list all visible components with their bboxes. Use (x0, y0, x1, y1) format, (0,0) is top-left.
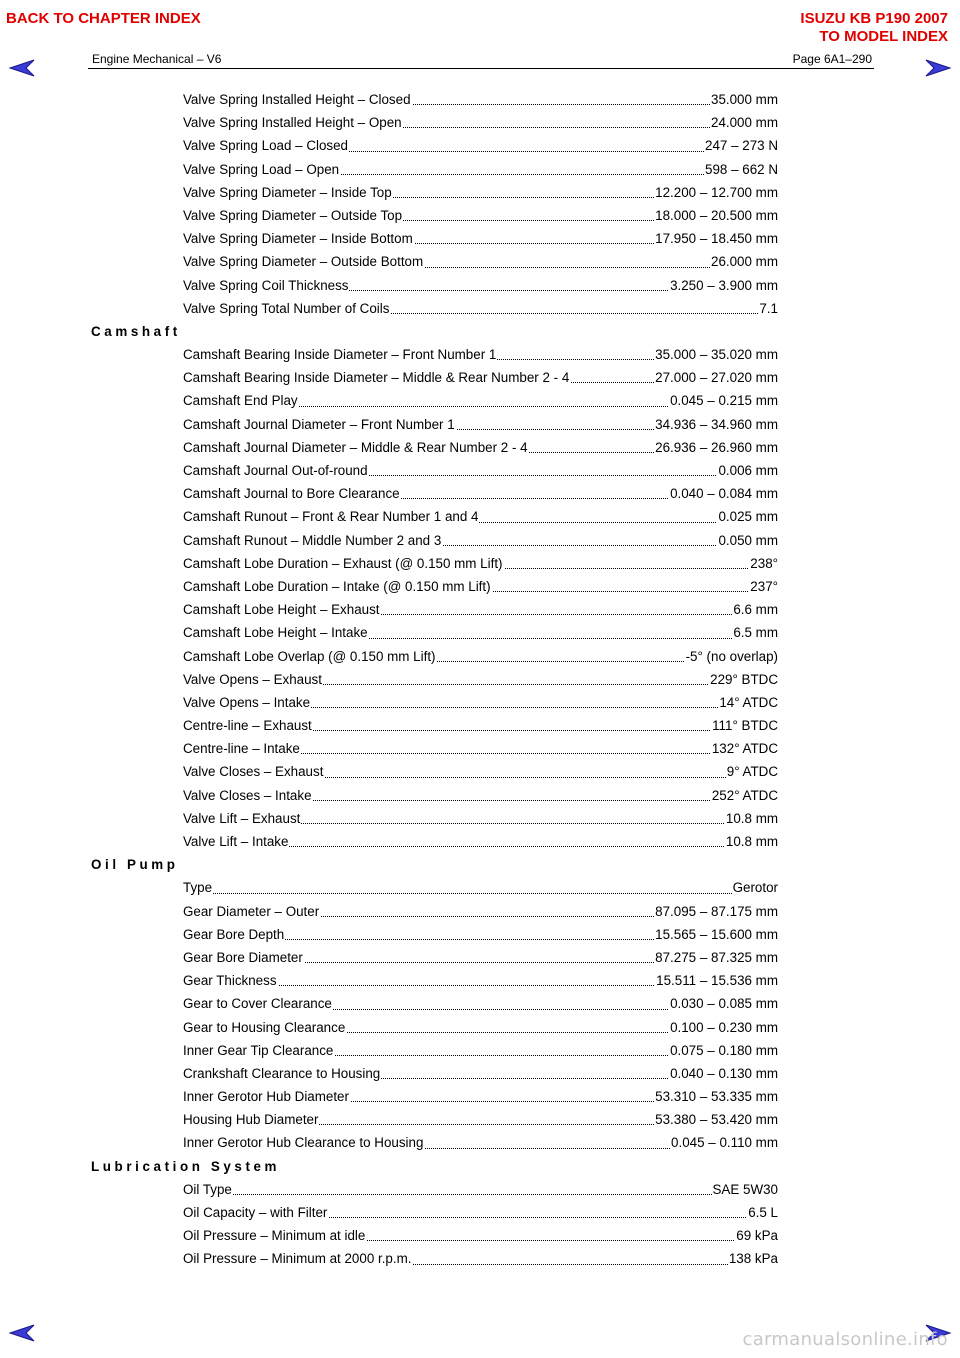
spec-value: 3.250 – 3.900 mm (669, 274, 778, 297)
spec-label: Camshaft Journal Out-of-round (183, 463, 368, 478)
spec-value: 35.000 mm (710, 88, 778, 111)
spec-value: 87.095 – 87.175 mm (654, 900, 778, 923)
spec-row (183, 830, 778, 853)
spec-label: Valve Spring Load – Open (183, 161, 340, 177)
spec-label: Gear to Housing Clearance (183, 1019, 346, 1035)
spec-label: Camshaft Lobe Duration – Exhaust (@ 0.150 mm Lift) (183, 555, 503, 571)
page-header-title: Engine Mechanical – V6 (92, 52, 222, 66)
spec-label: Inner Gerotor Hub Clearance to Housing (183, 1135, 424, 1151)
spec-label: Valve Spring Installed Height – Open (183, 115, 402, 131)
spec-label: Oil Capacity – with Filter (183, 1205, 328, 1220)
spec-label: Camshaft Journal to Bore Clearance (183, 486, 400, 502)
spec-value: 9° ATDC (726, 760, 778, 783)
spec-label: Valve Spring Diameter – Outside Bottom (183, 254, 424, 270)
spec-row (183, 1039, 778, 1062)
spec-label: Camshaft Journal Diameter – Middle & Rear Number 2 - 4 (183, 439, 528, 455)
spec-label: Valve Spring Total Number of Coils (183, 300, 390, 316)
spec-row (183, 158, 778, 181)
spec-label: Valve Spring Installed Height – Closed (183, 92, 411, 107)
spec-label: Camshaft Runout – Front & Rear Number 1 and 4 (183, 509, 479, 525)
spec-label: Centre-line – Intake (183, 741, 300, 757)
spec-label: Camshaft Runout – Middle Number 2 and 3 (183, 532, 442, 548)
dot-leader (183, 893, 778, 894)
spec-value: 0.040 – 0.084 mm (669, 482, 778, 505)
watermark: carmanualsonline.info (742, 1329, 948, 1350)
spec-value: 0.100 – 0.230 mm (669, 1016, 778, 1039)
to-model-index-link[interactable]: TO MODEL INDEX (819, 28, 948, 45)
spec-label: Type (183, 880, 213, 896)
spec-value: 15.511 – 15.536 mm (655, 969, 778, 992)
spec-row (183, 366, 778, 389)
spec-label: Oil Pressure – Minimum at idle (183, 1228, 366, 1244)
spec-label: Camshaft Lobe Height – Intake (183, 625, 368, 641)
spec-label: Valve Spring Diameter – Outside Top (183, 207, 403, 223)
section-heading-oil-pump: Oil Pump (91, 857, 179, 873)
spec-value: -5° (no overlap) (685, 645, 778, 668)
spec-label: Crankshaft Clearance to Housing (183, 1065, 381, 1081)
spec-value: 0.045 – 0.215 mm (669, 389, 778, 412)
prev-page-arrow-icon-bottom[interactable] (8, 1323, 38, 1343)
spec-label: Valve Closes – Intake (183, 787, 312, 803)
spec-label: Gear Bore Diameter (183, 949, 303, 965)
spec-label: Valve Lift – Exhaust (183, 810, 301, 826)
spec-label: Valve Spring Diameter – Inside Top (183, 184, 392, 200)
spec-value: 0.050 mm (717, 529, 778, 552)
spec-value: Gerotor (732, 876, 778, 899)
spec-row (183, 876, 778, 899)
spec-row (183, 1062, 778, 1085)
spec-value: 69 kPa (735, 1224, 778, 1247)
spec-value: 26.000 mm (710, 250, 778, 273)
spec-value: 35.000 – 35.020 mm (654, 343, 778, 366)
spec-label: Valve Closes – Exhaust (183, 764, 324, 780)
valve-spring-group (0, 88, 960, 320)
spec-row (183, 88, 778, 111)
spec-row (183, 1108, 778, 1131)
spec-label: Camshaft Lobe Duration – Intake (@ 0.150 mm Lift) (183, 578, 491, 594)
spec-value: 598 – 662 N (704, 158, 778, 181)
spec-label: Gear to Cover Clearance (183, 996, 332, 1012)
spec-value: 17.950 – 18.450 mm (654, 227, 778, 250)
spec-label: Valve Spring Coil Thickness (183, 277, 349, 293)
spec-row (183, 297, 778, 320)
back-to-chapter-index-link[interactable]: BACK TO CHAPTER INDEX (6, 10, 201, 27)
spec-label: Camshaft Lobe Overlap (@ 0.150 mm Lift) (183, 648, 436, 664)
spec-row (183, 250, 778, 273)
spec-value: 10.8 mm (725, 830, 778, 853)
spec-row (183, 946, 778, 969)
spec-label: Camshaft Bearing Inside Diameter – Front Number 1 (183, 347, 497, 363)
spec-row (183, 413, 778, 436)
spec-row (183, 784, 778, 807)
spec-value: 0.030 – 0.085 mm (669, 992, 778, 1015)
camshaft-group (0, 343, 960, 853)
spec-row (183, 436, 778, 459)
spec-value: 132° ATDC (711, 737, 778, 760)
section-heading-camshaft: Camshaft (91, 323, 181, 339)
spec-row (183, 900, 778, 923)
spec-value: 6.6 mm (732, 598, 778, 621)
spec-value: 53.310 – 53.335 mm (654, 1085, 778, 1108)
spec-value: 26.936 – 26.960 mm (654, 436, 778, 459)
spec-value: 138 kPa (728, 1247, 778, 1270)
spec-value: SAE 5W30 (712, 1178, 779, 1201)
spec-row (183, 1131, 778, 1154)
spec-row (183, 737, 778, 760)
spec-row (183, 714, 778, 737)
spec-value: 18.000 – 20.500 mm (654, 204, 778, 227)
spec-row (183, 1178, 778, 1201)
spec-value: 53.380 – 53.420 mm (654, 1108, 778, 1131)
spec-label: Valve Spring Load – Closed (183, 138, 349, 154)
spec-row (183, 598, 778, 621)
dot-leader (183, 1194, 778, 1195)
spec-label: Camshaft Bearing Inside Diameter – Middle & Rear Number 2 - 4 (183, 370, 570, 386)
spec-row (183, 274, 778, 297)
spec-value: 27.000 – 27.020 mm (654, 366, 778, 389)
spec-row (183, 969, 778, 992)
header-divider (88, 68, 874, 69)
model-index-box (800, 10, 948, 46)
oil-pump-group (0, 876, 960, 1154)
spec-row (183, 227, 778, 250)
spec-value: 14° ATDC (718, 691, 778, 714)
spec-value: 6.5 L (747, 1201, 778, 1224)
page-number: Page 6A1–290 (792, 52, 872, 66)
spec-row (183, 575, 778, 598)
spec-value: 12.200 – 12.700 mm (654, 181, 778, 204)
spec-row (183, 1016, 778, 1039)
spec-row (183, 691, 778, 714)
spec-value: 34.936 – 34.960 mm (654, 413, 778, 436)
spec-value: 7.1 (758, 297, 778, 320)
spec-row (183, 1247, 778, 1270)
spec-row (183, 923, 778, 946)
spec-label: Gear Thickness (183, 973, 277, 989)
spec-row (183, 1085, 778, 1108)
spec-value: 15.565 – 15.600 mm (654, 923, 778, 946)
spec-row (183, 204, 778, 227)
spec-label: Oil Pressure – Minimum at 2000 r.p.m. (183, 1251, 412, 1267)
spec-row (183, 992, 778, 1015)
spec-label: Oil Type (183, 1181, 232, 1197)
spec-value: 87.275 – 87.325 mm (654, 946, 778, 969)
spec-row (183, 459, 778, 482)
spec-row (183, 482, 778, 505)
spec-label: Inner Gerotor Hub Diameter (183, 1089, 349, 1105)
lubrication-group (0, 1178, 960, 1271)
spec-value: 0.075 – 0.180 mm (669, 1039, 778, 1062)
spec-value: 247 – 273 N (704, 134, 778, 157)
spec-value: 0.040 – 0.130 mm (669, 1062, 778, 1085)
model-title: ISUZU KB P190 2007 (800, 10, 948, 27)
spec-row (183, 529, 778, 552)
spec-label: Valve Opens – Exhaust (183, 671, 322, 687)
spec-row (183, 552, 778, 575)
spec-value: 0.045 – 0.110 mm (670, 1131, 778, 1154)
spec-row (183, 134, 778, 157)
spec-value: 252° ATDC (711, 784, 778, 807)
section-heading-lubrication: Lubrication System (91, 1158, 281, 1174)
spec-row (183, 1224, 778, 1247)
spec-row (183, 668, 778, 691)
spec-value: 0.006 mm (717, 459, 778, 482)
spec-row (183, 645, 778, 668)
spec-label: Gear Bore Depth (183, 926, 285, 942)
spec-row (183, 1201, 778, 1224)
spec-value: 237° (749, 575, 778, 598)
spec-value: 0.025 mm (717, 505, 778, 528)
spec-label: Centre-line – Exhaust (183, 718, 312, 734)
spec-label: Camshaft Journal Diameter – Front Number 1 (183, 416, 455, 432)
spec-value: 111° BTDC (711, 714, 778, 737)
spec-label: Inner Gear Tip Clearance (183, 1042, 334, 1058)
spec-value: 24.000 mm (710, 111, 778, 134)
spec-label: Valve Lift – Intake (183, 834, 289, 849)
spec-row (183, 807, 778, 830)
spec-label: Housing Hub Diameter (183, 1112, 319, 1128)
spec-row (183, 111, 778, 134)
spec-row (183, 389, 778, 412)
spec-label: Camshaft End Play (183, 393, 298, 409)
spec-value: 229° BTDC (709, 668, 778, 691)
spec-row (183, 760, 778, 783)
spec-label: Valve Spring Diameter – Inside Bottom (183, 231, 413, 247)
spec-value: 238° (749, 552, 778, 575)
spec-value: 10.8 mm (725, 807, 778, 830)
next-page-arrow-icon[interactable] (922, 58, 952, 78)
spec-label: Camshaft Lobe Height – Exhaust (183, 602, 380, 618)
spec-row (183, 181, 778, 204)
spec-label: Valve Opens – Intake (183, 694, 311, 710)
spec-value: 6.5 mm (732, 621, 778, 644)
spec-label: Gear Diameter – Outer (183, 903, 320, 919)
spec-row (183, 505, 778, 528)
spec-row (183, 621, 778, 644)
spec-content (0, 88, 960, 1271)
prev-page-arrow-icon[interactable] (8, 58, 38, 78)
spec-row (183, 343, 778, 366)
